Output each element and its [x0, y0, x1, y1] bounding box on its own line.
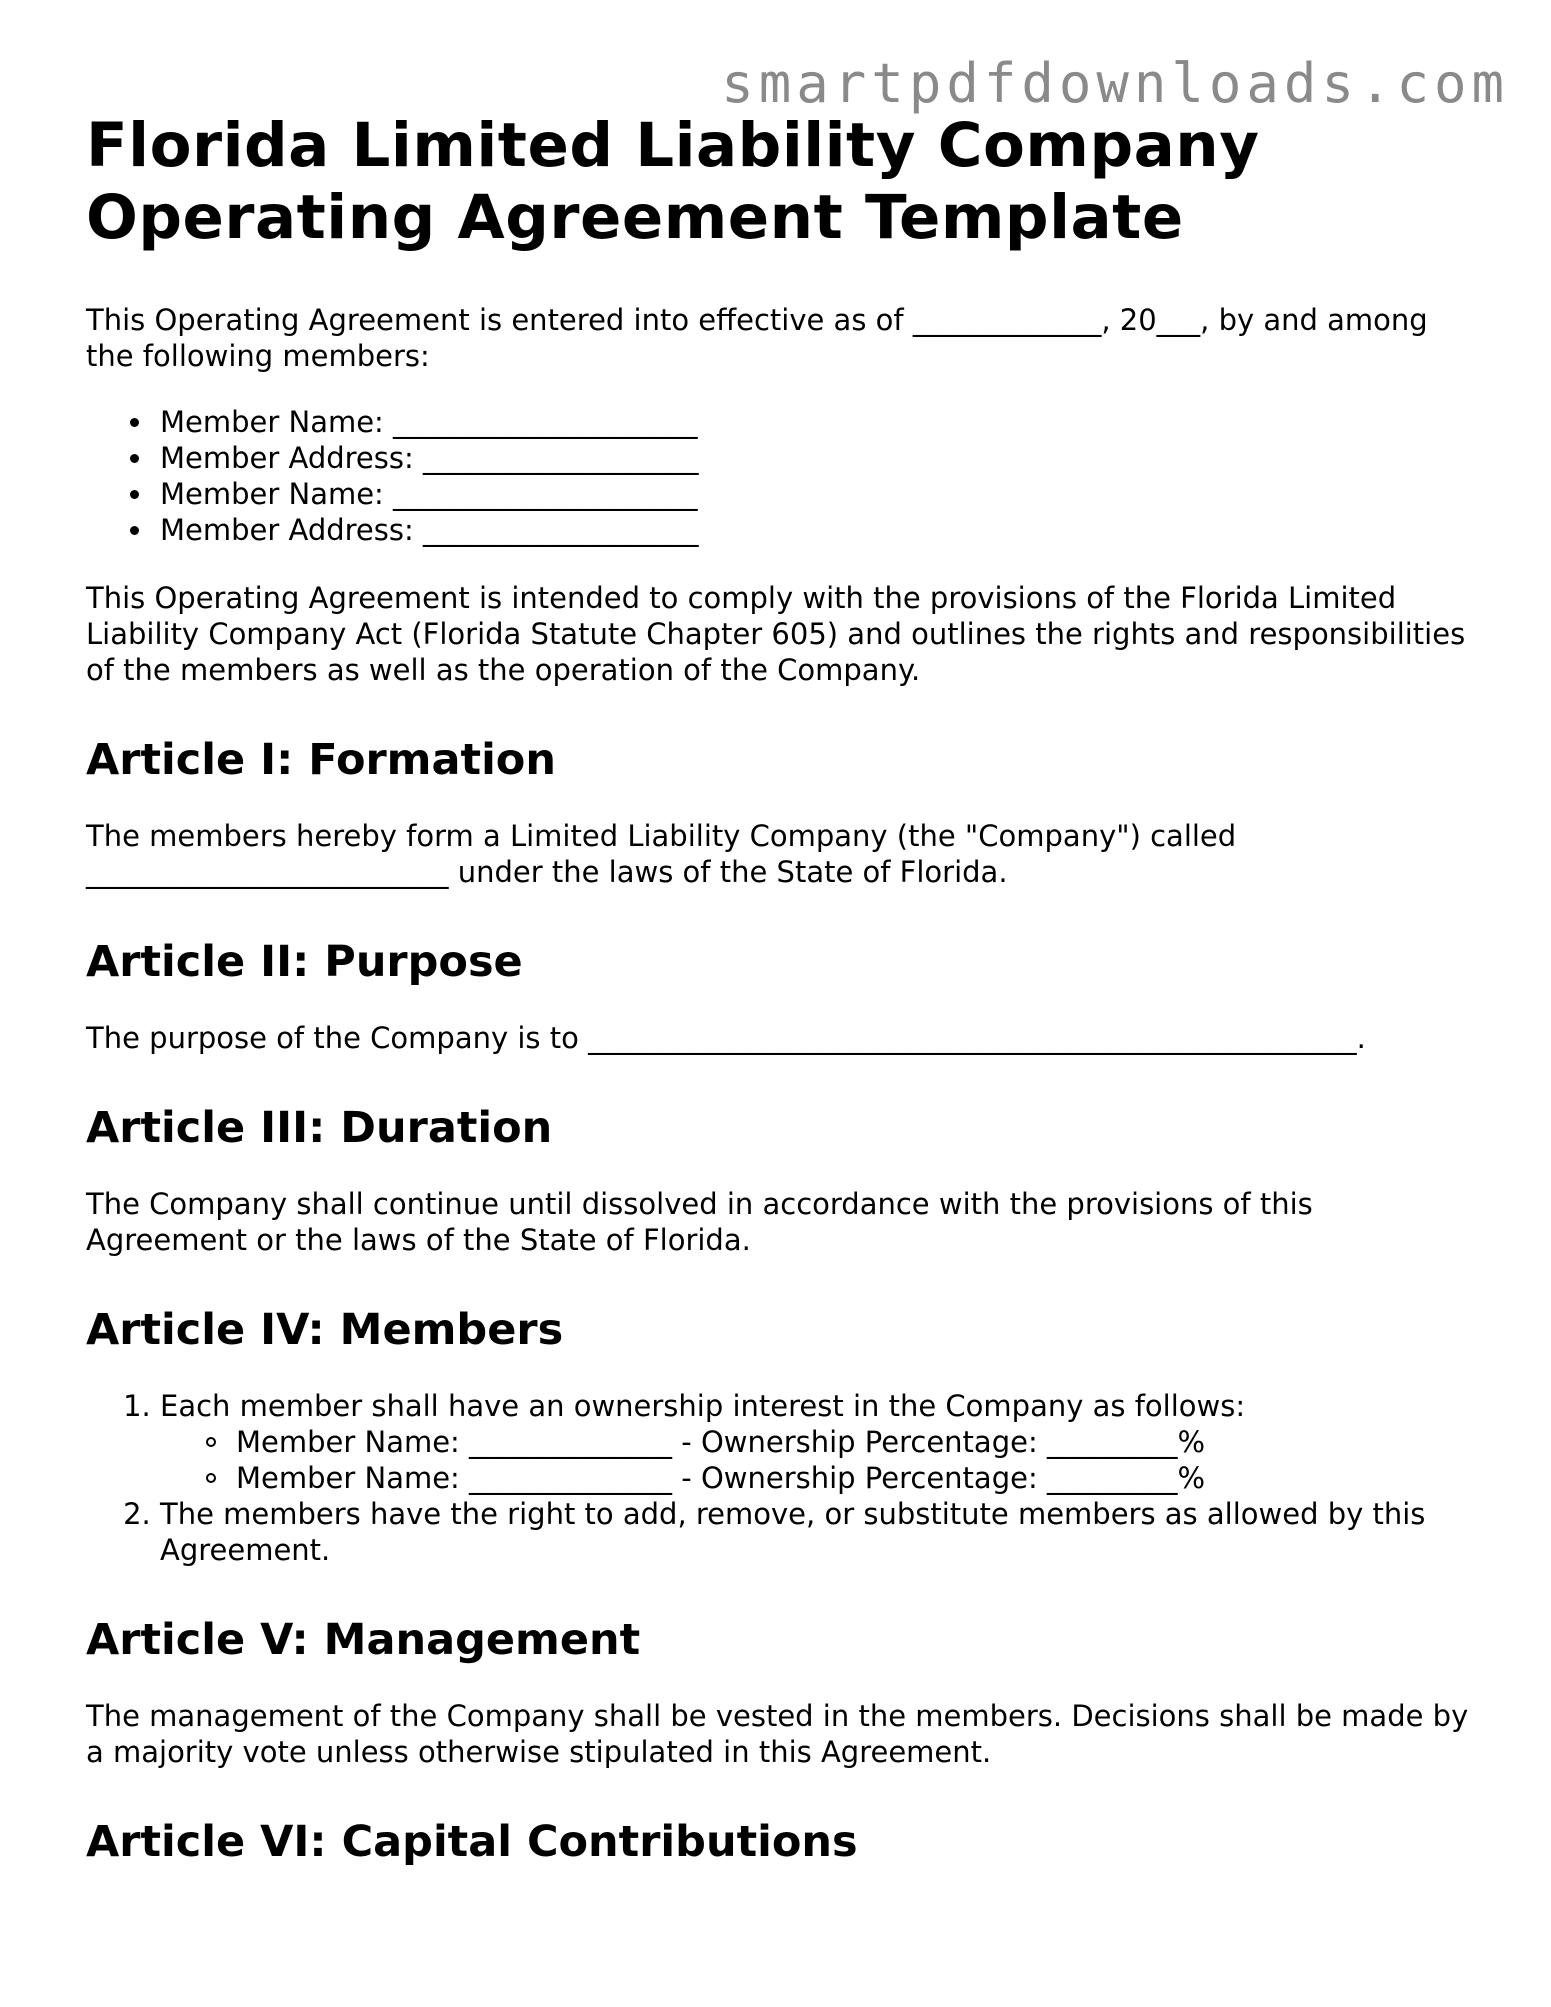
compliance-paragraph: This Operating Agreement is intended to comply with the provisions of the Florida Limited Liability Company Act (Florida Statute Chapter 605) and outlines the rights and responsibilities of the members as well as the operation of the Company. — [86, 581, 1466, 687]
article-capital-heading: Article VI: Capital Contributions — [86, 1817, 858, 1867]
article-purpose-heading: Article II: Purpose — [86, 937, 523, 987]
ownership-intro: Each member shall have an ownership interest in the Company as follows: — [160, 1389, 1246, 1423]
article-formation-heading: Article I: Formation — [86, 735, 556, 785]
title-line-2: Operating Agreement Template — [86, 182, 1184, 253]
title-line-1: Florida Limited Liability Company — [86, 110, 1260, 181]
ownership-list — [160, 1424, 1476, 1496]
list-item: 2. The members have the right to add, remove, or substitute members as allowed by this Agreement. — [160, 1496, 1476, 1568]
document-title — [86, 110, 1476, 254]
list-item — [160, 1388, 1476, 1496]
watermark: smartpdfdownloads.com — [721, 52, 1509, 115]
members-list — [86, 404, 1476, 548]
list-item: Member Address: ___________________ — [160, 512, 1476, 548]
document-content — [86, 110, 1476, 1900]
list-item: Member Address: ___________________ — [160, 440, 1476, 476]
article-duration-heading: Article III: Duration — [86, 1103, 553, 1153]
list-item: Member Name: _____________________ — [160, 476, 1476, 512]
intro-paragraph: This Operating Agreement is entered into effective as of _____________, 20___, by and among the following members: — [86, 303, 1428, 373]
article-formation-text: The members hereby form a Limited Liability Company (the "Company") called _________________________ under the laws of the State of Florida. — [86, 819, 1237, 889]
article-purpose-text: The purpose of the Company is to _____________________________________________________. — [86, 1021, 1366, 1055]
members-numbered-list — [86, 1388, 1476, 1568]
article-duration-text: The Company shall continue until dissolved in accordance with the provisions of this Agreement or the laws of the State of Florida. — [86, 1187, 1313, 1257]
ownership-item: Member Name: ______________ - Ownership Percentage: _________% — [236, 1460, 1476, 1496]
article-members-heading: Article IV: Members — [86, 1305, 564, 1355]
article-management-heading: Article V: Management — [86, 1615, 641, 1665]
article-management-text: The management of the Company shall be vested in the members. Decisions shall be made by a majority vote unless otherwise stipulated in this Agreement. — [86, 1699, 1469, 1769]
list-item: Member Name: _____________________ — [160, 404, 1476, 440]
ownership-item: Member Name: ______________ - Ownership Percentage: _________% — [236, 1424, 1476, 1460]
